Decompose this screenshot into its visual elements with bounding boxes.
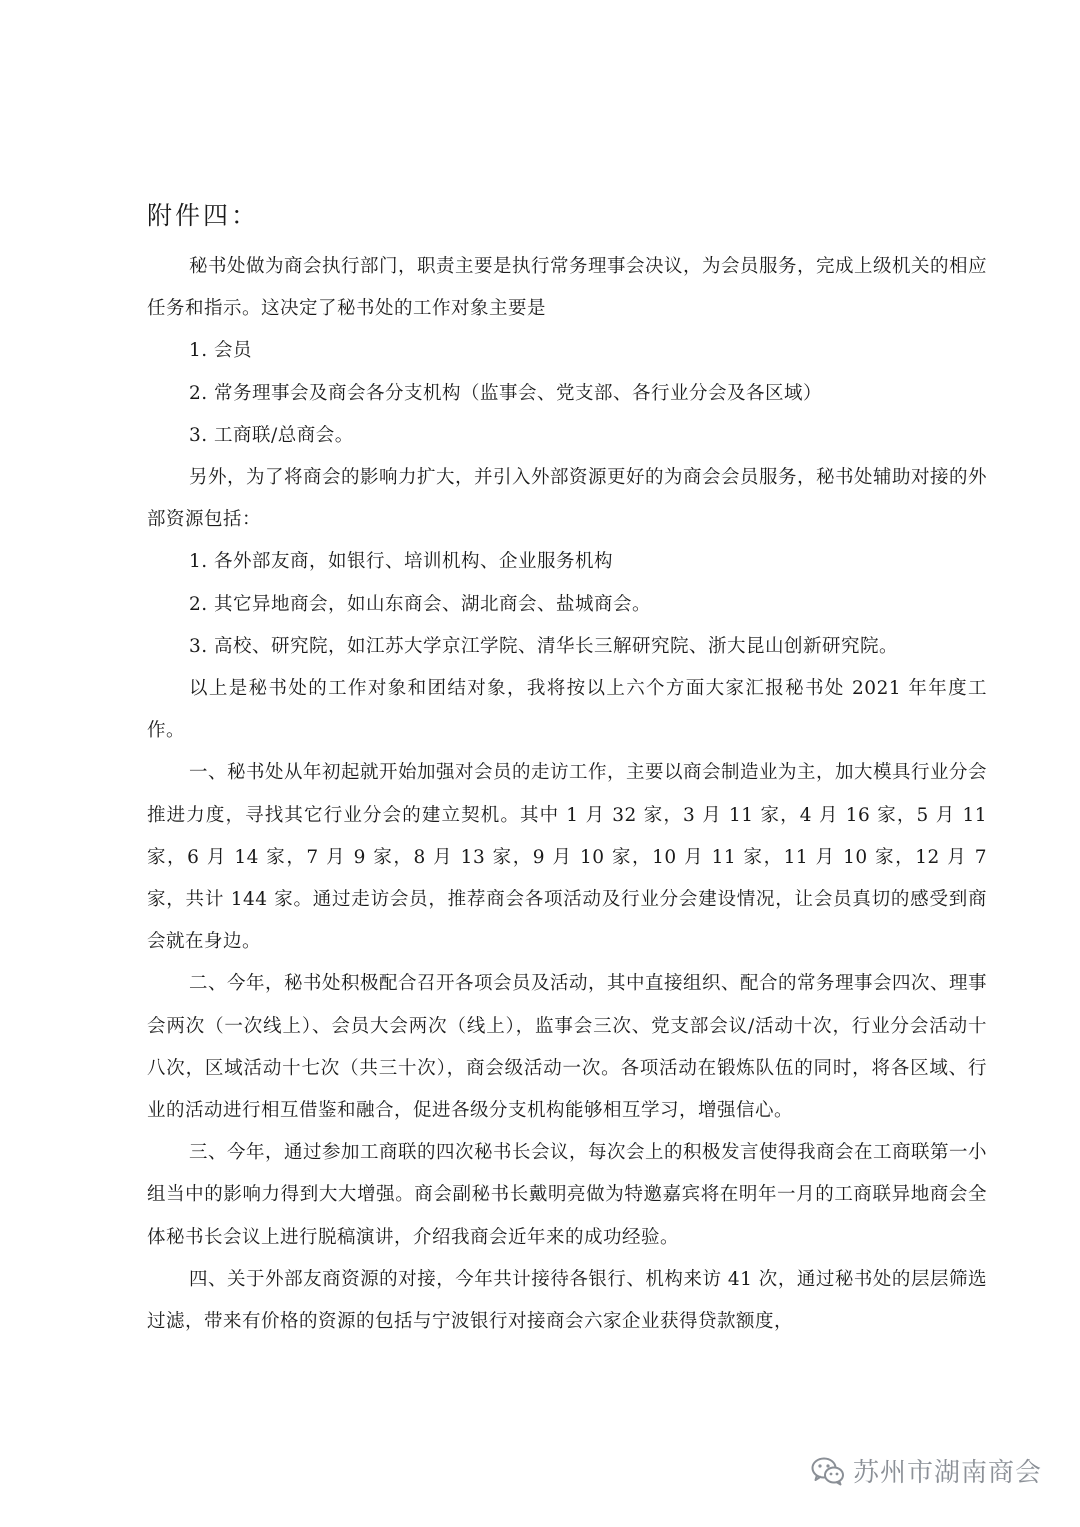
paragraph: 一、秘书处从年初起就开始加强对会员的走访工作，主要以商会制造业为主，加大模具行业分会推进力度，寻找其它行业分会的建立契机。其中 1 月 32 家，3 月 11 家，4 月 16 家，5 月 11 家，6 月 14 家，7 月 9 家，8 月 13 家，9 月 10 家，10 月 11 家，11 月 10 家，12 月 7 家，共计 144 家。通过走访会员，推荐商会各项活动及行业分会建设情况，让会员真切的感受到商会就在身边。 (147, 762, 988, 953)
paragraph: 三、今年，通过参加工商联的四次秘书长会议，每次会上的积极发言使得我商会在工商联第一小组当中的影响力得到大大增强。商会副秘书长戴明亮做为特邀嘉宾将在明年一月的工商联异地商会全体秘书长会议上进行脱稿演讲，介绍我商会近年来的成功经验。 (147, 1142, 988, 1248)
account-watermark (811, 1452, 1042, 1489)
list-item: 3. 高校、研究院，如江苏大学京江学院、清华长三解研究院、浙大昆山创新研究院。 (189, 635, 899, 657)
list-item: 2. 其它异地商会，如山东商会、湖北商会、盐城商会。 (189, 593, 652, 615)
attachment-heading: 附件四： (147, 201, 260, 230)
list-item: 2. 常务理事会及商会各分支机构（监事会、党支部、各行业分会及各区域） (189, 382, 823, 404)
list-item: 1. 各外部友商，如银行、培训机构、企业服务机构 (189, 551, 614, 573)
list-item: 3. 工商联/总商会。 (189, 424, 354, 446)
paragraph: 二、今年，秘书处积极配合召开各项会员及活动，其中直接组织、配合的常务理事会四次、理事会两次（一次线上）、会员大会两次（线上），监事会三次、党支部会议/活动十次，行业分会活动十八次，区域活动十七次（共三十次），商会级活动一次。各项活动在锻炼队伍的同时，将各区域、行业的活动进行相互借鉴和融合，促进各级分支机构能够相互学习，增强信心。 (147, 973, 988, 1122)
paragraph: 以上是秘书处的工作对象和团结对象，我将按以上六个方面大家汇报秘书处 2021 年年度工作。 (147, 678, 987, 742)
watermark-text: 苏州市湖南商会 (852, 1458, 1042, 1488)
document-body (147, 246, 987, 1343)
paragraph: 另外，为了将商会的影响力扩大，并引入外部资源更好的为商会会员服务，秘书处辅助对接的外部资源包括： (147, 467, 988, 531)
paragraph: 四、关于外部友商资源的对接，今年共计接待各银行、机构来访 41 次，通过秘书处的层层筛选过滤，带来有价格的资源的包括与宁波银行对接商会六家企业获得贷款额度， (147, 1268, 987, 1333)
wechat-icon (811, 1456, 845, 1486)
paragraph: 秘书处做为商会执行部门，职责主要是执行常务理事会决议，为会员服务，完成上级机关的相应任务和指示。这决定了秘书处的工作对象主要是 (147, 256, 988, 320)
list-item: 1. 会员 (189, 340, 253, 362)
